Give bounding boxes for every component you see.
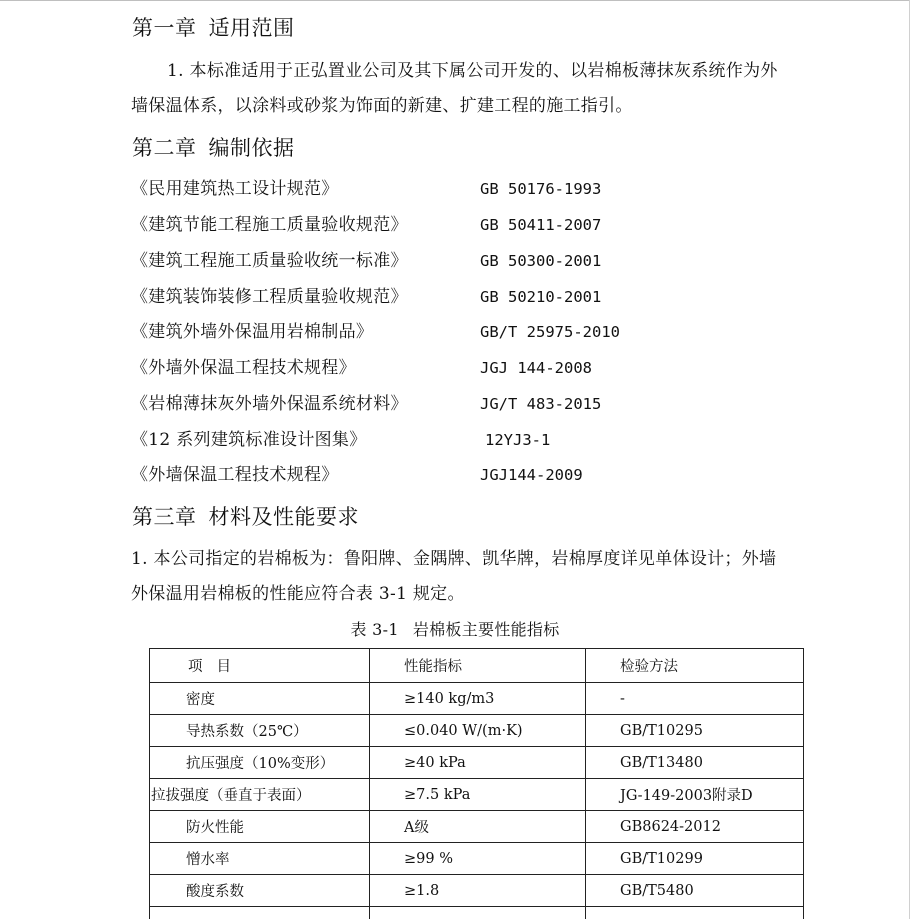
scope-line-1: 1. 本标准适用于正弘置业公司及其下属公司开发的、以岩棉板薄抹灰系统作为外 <box>167 61 778 81</box>
reference-title: 《建筑装饰装修工程质量验收规范》 <box>131 287 408 307</box>
reference-code: GB 50176-1993 <box>480 180 602 198</box>
reference-code: GB 50300-2001 <box>480 252 602 270</box>
cell-item <box>150 907 370 919</box>
table-row <box>150 811 804 843</box>
cell-indicator <box>370 907 586 919</box>
cell-method: JG-149-2003附录D <box>586 779 804 811</box>
chapter-title: 材料及性能要求 <box>208 505 359 529</box>
cell-item: 防火性能 <box>150 811 370 843</box>
table-caption <box>0 620 910 640</box>
chapter-title: 编制依据 <box>208 136 295 160</box>
cell-indicator: A级 <box>370 811 586 843</box>
reference-title: 《12 系列建筑标准设计图集》 <box>131 430 367 450</box>
cell-item: 酸度系数 <box>150 875 370 907</box>
table-row <box>150 907 804 919</box>
cell-indicator: ≥140 kg/m3 <box>370 683 586 715</box>
chapter-number: 第三章 <box>132 505 197 529</box>
table-row <box>150 747 804 779</box>
materials-line-2: 外保温用岩棉板的性能应符合表 3-1 规定。 <box>131 584 465 604</box>
chapter-1-heading <box>132 16 295 40</box>
cell-item: 抗压强度（10%变形） <box>150 747 370 779</box>
table-header-row <box>150 649 804 683</box>
table-caption-number: 表 3-1 <box>350 620 399 639</box>
reference-code: JG/T 483-2015 <box>480 395 602 413</box>
header-cell-method: 检验方法 <box>586 649 804 683</box>
reference-code: JGJ 144-2008 <box>480 359 592 377</box>
table-caption-title: 岩棉板主要性能指标 <box>412 620 560 639</box>
cell-indicator: ≥40 kPa <box>370 747 586 779</box>
cell-item: 拉拔强度（垂直于表面） <box>150 779 370 811</box>
cell-method: GB/T5480 <box>586 875 804 907</box>
chapter-3-heading <box>132 505 359 529</box>
table-row <box>150 683 804 715</box>
materials-line-1: 1. 本公司指定的岩棉板为：鲁阳牌、金隅牌、凯华牌，岩棉厚度详见单体设计；外墙 <box>131 549 777 569</box>
reference-code: 12YJ3-1 <box>485 431 551 449</box>
reference-title: 《外墙外保温工程技术规程》 <box>131 358 356 378</box>
reference-title: 《建筑外墙外保温用岩棉制品》 <box>131 322 374 342</box>
cell-method: GB/T10299 <box>586 843 804 875</box>
reference-title: 《民用建筑热工设计规范》 <box>131 179 339 199</box>
cell-item: 密度 <box>150 683 370 715</box>
cell-item: 憎水率 <box>150 843 370 875</box>
table-row <box>150 843 804 875</box>
reference-title: 《外墙保温工程技术规程》 <box>131 465 339 485</box>
cell-indicator: ≥99 % <box>370 843 586 875</box>
reference-code: GB 50210-2001 <box>480 288 602 306</box>
top-border <box>0 0 910 1</box>
table-row <box>150 779 804 811</box>
cell-indicator: ≥1.8 <box>370 875 586 907</box>
chapter-number: 第一章 <box>132 16 197 40</box>
reference-title: 《建筑节能工程施工质量验收规范》 <box>131 215 408 235</box>
performance-table <box>149 648 804 919</box>
reference-title: 《建筑工程施工质量验收统一标准》 <box>131 251 408 271</box>
reference-code: JGJ144-2009 <box>480 466 583 484</box>
reference-title: 《岩棉薄抹灰外墙外保温系统材料》 <box>131 394 408 414</box>
reference-code: GB/T 25975-2010 <box>480 323 620 341</box>
table-row <box>150 715 804 747</box>
cell-item: 导热系数（25℃） <box>150 715 370 747</box>
chapter-2-heading <box>132 136 295 160</box>
scope-line-2: 墙保温体系，以涂料或砂浆为饰面的新建、扩建工程的施工指引。 <box>131 96 633 116</box>
cell-method: GB/T13480 <box>586 747 804 779</box>
header-cell-indicator: 性能指标 <box>370 649 586 683</box>
cell-method: GB/T10295 <box>586 715 804 747</box>
cell-method <box>586 907 804 919</box>
table-row <box>150 875 804 907</box>
cell-indicator: ≤0.040 W/(m·K) <box>370 715 586 747</box>
chapter-number: 第二章 <box>132 136 197 160</box>
chapter-title: 适用范围 <box>208 16 295 40</box>
cell-indicator: ≥7.5 kPa <box>370 779 586 811</box>
reference-code: GB 50411-2007 <box>480 216 602 234</box>
cell-method: GB8624-2012 <box>586 811 804 843</box>
header-cell-item: 项目 <box>150 649 370 683</box>
cell-method: - <box>586 683 804 715</box>
